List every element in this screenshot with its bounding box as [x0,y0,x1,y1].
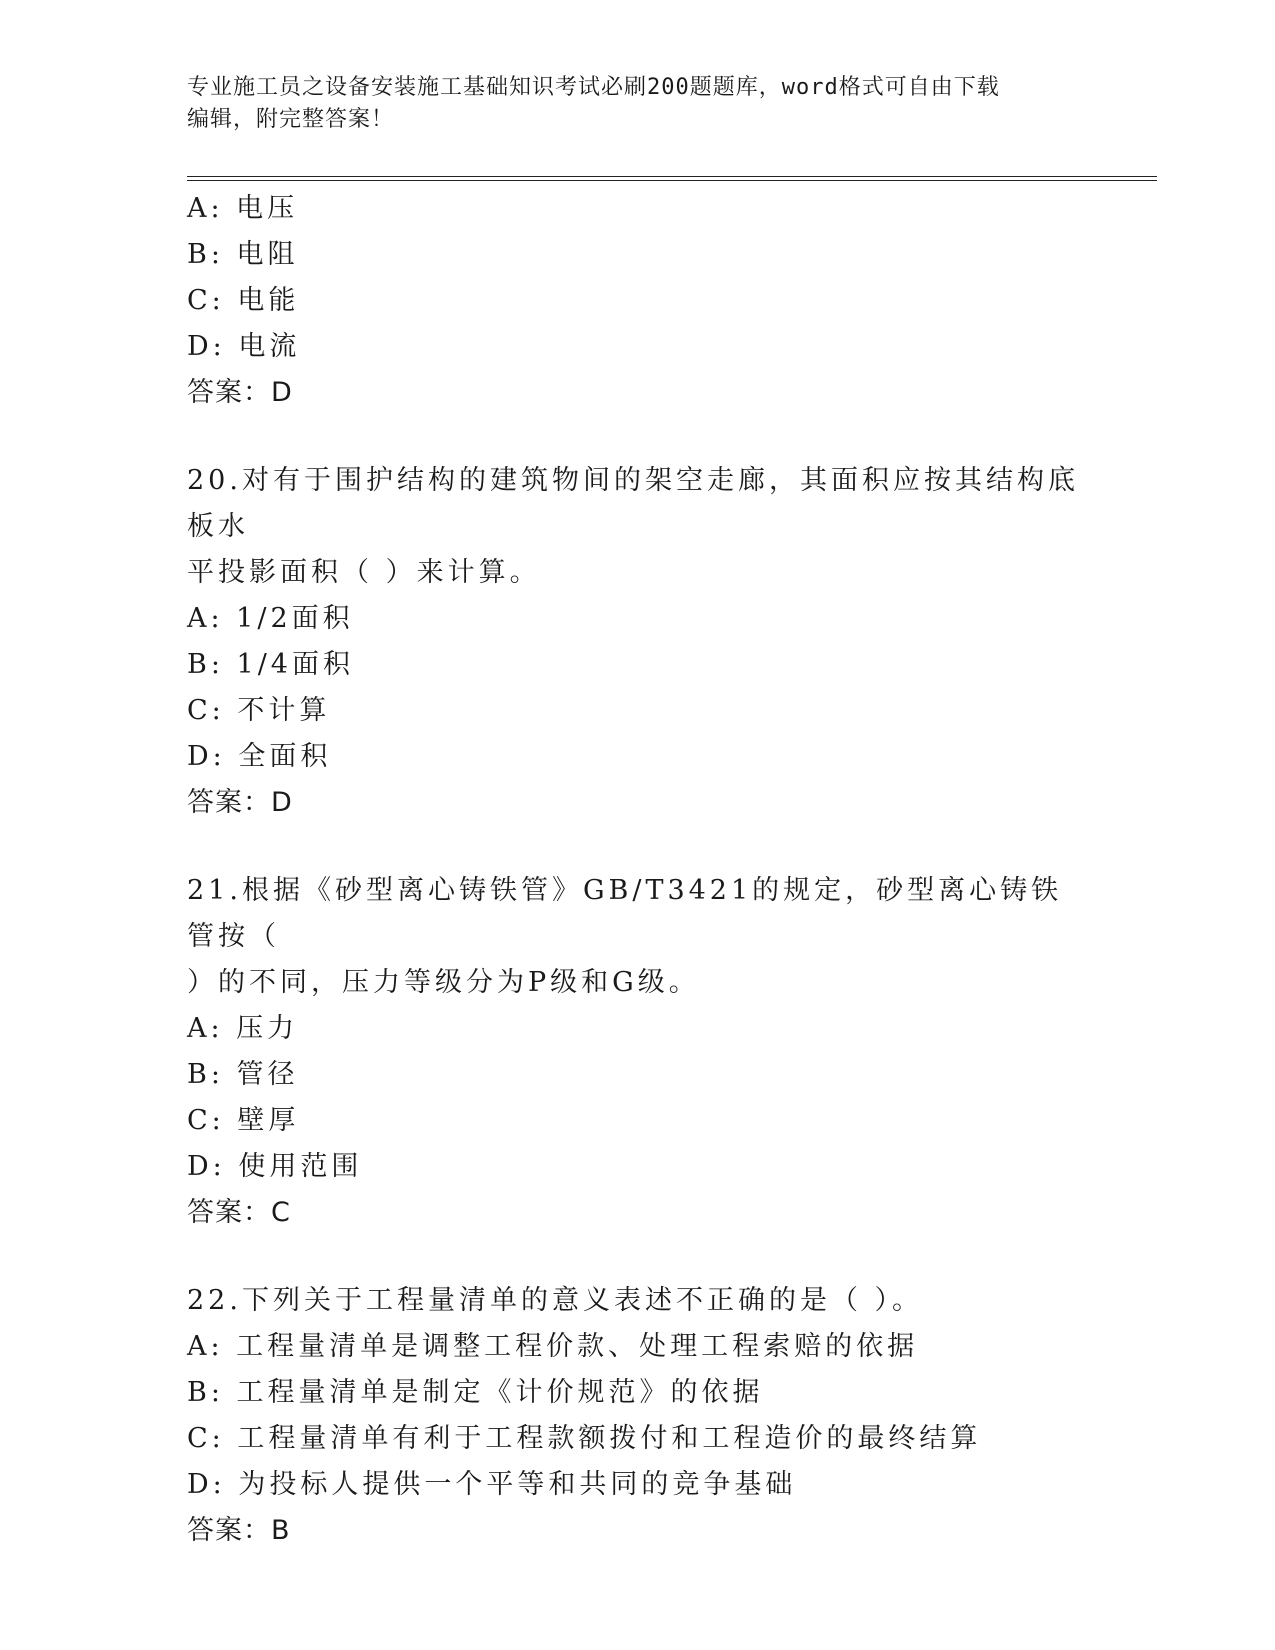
answer: 答案：B [187,1515,291,1546]
answer: 答案：D [187,787,293,818]
option-b: B: 工程量清单是制定《计价规范》的依据 [187,1377,764,1408]
question-text-line-1: 22.下列关于工程量清单的意义表述不正确的是（ ）。 [187,1285,924,1316]
option-b: B: 电阻 [187,239,299,270]
header-line-1: 专业施工员之设备安装施工基础知识考试必刷200题题库，word格式可自由下载 [187,75,1000,100]
question-text-line-2: 平投影面积（ ）来计算。 [187,557,541,588]
option-a: A: 压力 [187,1013,299,1044]
answer: 答案：C [187,1197,291,1228]
option-a: A: 电压 [187,193,299,224]
option-b: B: 1/4面积 [187,649,354,680]
header-double-rule [187,176,1157,181]
header-line-2: 编辑，附完整答案！ [187,107,395,132]
question-text-line-2: ）的不同，压力等级分为P级和G级。 [187,967,700,998]
option-c: C: 工程量清单有利于工程款额拨付和工程造价的最终结算 [187,1423,982,1454]
question-19-remainder [187,186,1087,416]
answer: 答案：D [187,377,293,408]
question-20 [187,458,1087,826]
option-c: C: 壁厚 [187,1105,300,1136]
option-c: C: 不计算 [187,695,331,726]
option-a: A: 工程量清单是调整工程价款、处理工程索赔的依据 [187,1331,919,1362]
question-text-line-1: 20.对有于围护结构的建筑物间的架空走廊，其面积应按其结构底板水 [187,465,1079,542]
question-list [187,186,1087,1596]
option-a: A: 1/2面积 [187,603,354,634]
question-text-line-1: 21.根据《砂型离心铸铁管》GB/T3421的规定，砂型离心铸铁管按（ [187,875,1063,952]
option-d: D: 为投标人提供一个平等和共同的竞争基础 [187,1469,797,1500]
option-d: D: 全面积 [187,741,332,772]
option-d: D: 电流 [187,331,301,362]
page-header [187,72,1087,136]
question-22 [187,1278,1087,1554]
option-d: D: 使用范围 [187,1151,363,1182]
option-b: B: 管径 [187,1059,299,1090]
question-21 [187,868,1087,1236]
option-c: C: 电能 [187,285,300,316]
